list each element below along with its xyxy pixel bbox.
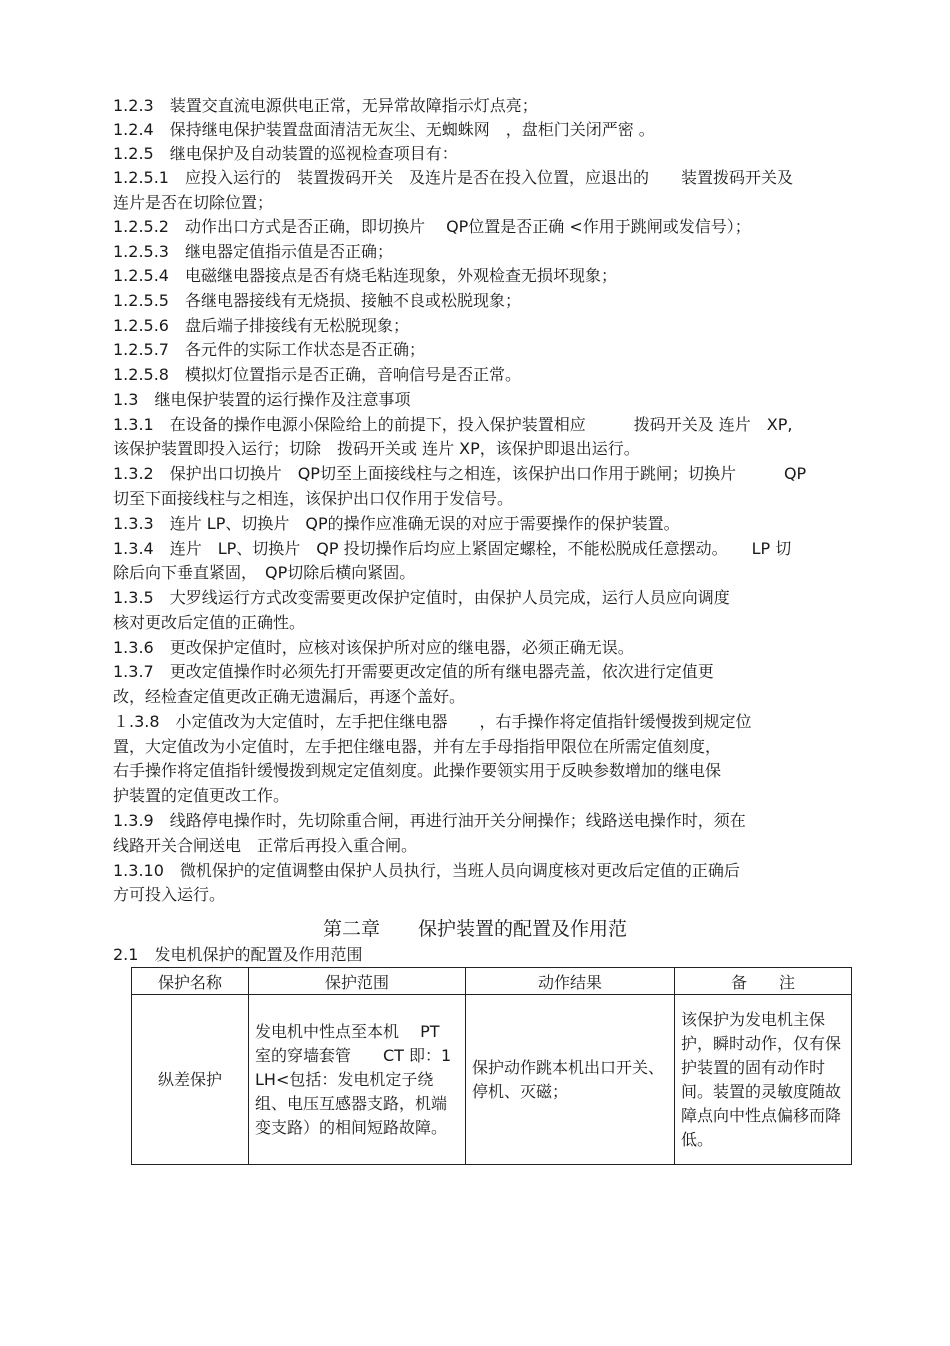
remark-cell: 该保护为发电机主保护，瞬时动作，仅有保护装置的固有动作时间。装置的灵敏度随故障点向中性点偏移而降低。 <box>675 995 852 1165</box>
text-line: 该保护装置即投入运行；切除 拨码开关或 连片 XP，该保护即退出运行。 <box>113 439 640 458</box>
text-line: 1.2.5.5 各继电器接线有无烧损、接触不良或松脱现象； <box>113 291 521 310</box>
text-line: 1.3.5 大罗线运行方式改变需要更改保护定值时，由保护人员完成，运行人员应向调度 <box>113 588 730 607</box>
text-line: 1.2.5 继电保护及自动装置的巡视检查项目有： <box>113 144 458 163</box>
header-cell: 备 注 <box>675 968 852 995</box>
text-line: 除后向下垂直紧固， QP切除后横向紧固。 <box>113 563 416 582</box>
text-line: 方可投入运行。 <box>113 885 226 904</box>
text-line: 改，经检查定值更改正确无遗漏后，再逐个盖好。 <box>113 687 466 706</box>
header-cell: 保护名称 <box>132 968 249 995</box>
text-line: 1.2.4 保持继电保护装置盘面清洁无灰尘、无蜘蛛网 ，盘柜门关闭严密 。 <box>113 120 655 139</box>
text-line: 1.2.5.3 继电器定值指示值是否正确； <box>113 242 393 261</box>
text-line: 1.2.5.1 应投入运行的 装置拨码开关 及连片是否在投入位置，应退出的 装置拨码开关及 <box>113 168 793 187</box>
text-line: 1.2.5.2 动作出口方式是否正确，即切换片 QP位置是否正确 <作用于跳闸或发信号）； <box>113 217 751 236</box>
section-title: 2.1 发电机保护的配置及作用范围 <box>113 945 363 964</box>
text-line: 切至下面接线柱与之相连，该保护出口仅作用于发信号。 <box>113 489 514 508</box>
table-row <box>132 995 852 1165</box>
text-line: 线路开关合闸送电 正常后再投入重合闸。 <box>113 836 418 855</box>
protection-name-cell: 纵差保护 <box>132 995 249 1165</box>
table-header-row <box>132 968 852 995</box>
text-line: 1.3.9 线路停电操作时，先切除重合闸，再进行油开关分闸操作；线路送电操作时，须在 <box>113 811 746 830</box>
protection-table <box>131 967 852 1165</box>
text-line: 1.3.7 更改定值操作时必须先打开需要更改定值的所有继电器壳盖，依次进行定值更 <box>113 662 714 681</box>
text-line: 连片是否在切除位置； <box>113 193 274 212</box>
text-line: 1.2.3 装置交直流电源供电正常，无异常故障指示灯点亮； <box>113 96 538 115</box>
header-cell: 保护范围 <box>249 968 466 995</box>
text-line: 1.2.5.8 模拟灯位置指示是否正确，音响信号是否正常。 <box>113 365 521 384</box>
action-result-cell: 保护动作跳本机出口开关、停机、灭磁； <box>466 995 675 1165</box>
protection-scope-cell: 发电机中性点至本机 PT 室的穿墙套管 CT 即：1LH<包括：发电机定子绕组、电压互感器支路，机端变支路）的相间短路故障。 <box>249 995 466 1165</box>
text-line: 置，大定值改为小定值时，左手把住继电器，并有左手母指指甲限位在所需定值刻度， <box>113 737 722 756</box>
text-line: 护装置的定值更改工作。 <box>113 786 290 805</box>
text-line: 1.3 继电保护装置的运行操作及注意事项 <box>113 390 411 409</box>
text-line: 1.3.1 在设备的操作电源小保险给上的前提下，投入保护装置相应 拨码开关及 连片 XP, <box>113 415 793 434</box>
text-line: 1.3.4 连片 LP、切换片 QP 投切操作后均应上紧固定螺栓，不能松脱成任意摆动。 LP 切 <box>113 539 792 558</box>
text-line: 1.2.5.7 各元件的实际工作状态是否正确； <box>113 340 425 359</box>
text-line: 1.3.2 保护出口切换片 QP切至上面接线柱与之相连，该保护出口作用于跳闸；切换片 QP <box>113 464 807 483</box>
text-line: 1.3.6 更改保护定值时，应核对该保护所对应的继电器，必须正确无误。 <box>113 638 634 657</box>
text-line: 1.3.10 微机保护的定值调整由保护人员执行，当班人员向调度核对更改后定值的正确后 <box>113 861 740 880</box>
text-line: 1.2.5.4 电磁继电器接点是否有烧毛粘连现象，外观检查无损坏现象； <box>113 266 617 285</box>
text-line: 右手操作将定值指针缓慢拨到规定定值刻度。此操作要领实用于反映参数增加的继电保 <box>113 761 722 780</box>
header-cell: 动作结果 <box>466 968 675 995</box>
text-line: 核对更改后定值的正确性。 <box>113 613 306 632</box>
chapter-title: 第二章 保护装置的配置及作用范 <box>322 918 627 940</box>
text-line: １.3.8 小定值改为大定值时，左手把住继电器 ，右手操作将定值指针缓慢拨到规定位 <box>113 712 752 731</box>
text-line: 1.3.3 连片 LP、切换片 QP的操作应准确无误的对应于需要操作的保护装置。 <box>113 514 680 533</box>
text-line: 1.2.5.6 盘后端子排接线有无松脱现象； <box>113 316 409 335</box>
